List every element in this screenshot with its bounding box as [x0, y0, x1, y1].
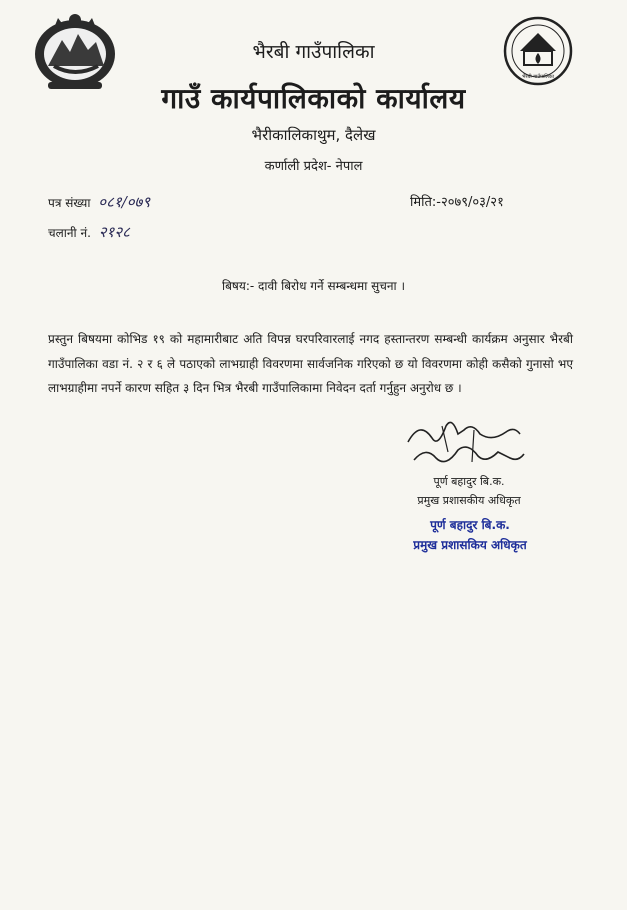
- office-address: भैरीकालिकाथुम, दैलेख: [251, 126, 376, 144]
- dispatch-number-label: चलानी नं.: [48, 226, 91, 240]
- province-line: कर्णाली प्रदेश- नेपाल: [264, 159, 363, 174]
- reference-number-line: [48, 192, 150, 212]
- stamp-title: प्रमुख प्रशासकिय अधिकृत: [413, 538, 527, 552]
- dispatch-number-value: २१२८: [98, 223, 130, 241]
- municipality-name: भैरबी गाउँपालिका: [252, 41, 375, 63]
- letter-body: प्रस्तुन बिषयमा कोभिड १९ को महामारीबाट अति विपन्न घरपरिवारलाई नगद हस्तान्तरण सम्बन्धी कार्यक्रम अनुसार भैरबी गाउँपालिका वडा नं. २ र ६ ले पठाएको लाभग्राही विवरणमा सार्वजनिक गरिएको छ यो विवरणमा कोही कसैको गुनासो भए लाभग्राहीमा नपर्ने कारण सहित ३ दिन भित्र भैरबी गाउँपालिकामा निवेदन दर्ता गर्नुहुन अनुरोध छ ।: [48, 332, 573, 395]
- dispatch-number-line: [48, 222, 130, 242]
- reference-number-value: ०८१/०७९: [98, 193, 151, 211]
- signatory-name: पूर्ण बहादुर बि.क.: [433, 475, 505, 488]
- logo-caption: भैरबी गाउँपालिका: [521, 74, 555, 80]
- reference-number-label: पत्र संख्या: [48, 196, 91, 210]
- office-title: गाउँ कार्यपालिकाको कार्यालय: [161, 82, 466, 115]
- letter-date: मिति:-२०७९/०३/२१: [410, 195, 504, 210]
- stamp-name: पूर्ण बहादुर बि.क.: [430, 518, 510, 532]
- signatory-title: प्रमुख प्रशासकीय अधिकृत: [417, 494, 521, 507]
- letter-subject: बिषय:- दावी बिरोध गर्ने सम्बन्धमा सुचना ।: [221, 279, 406, 293]
- handwritten-signature: [402, 412, 532, 474]
